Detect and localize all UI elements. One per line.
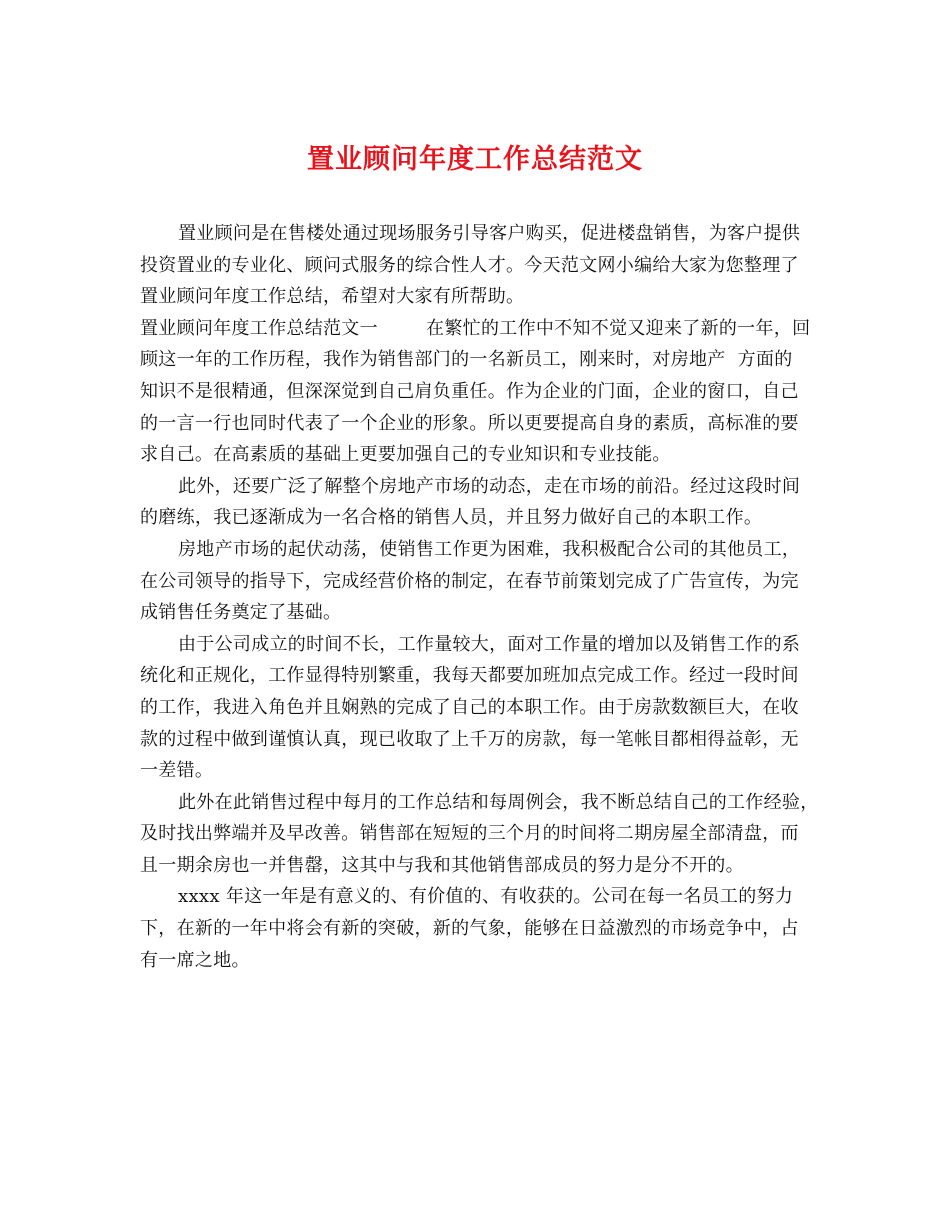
document-title: 置业顾问年度工作总结范文 xyxy=(307,144,643,175)
body-line: 由于公司成立的时间不长，工作量较大，面对工作量的增加以及销售工作的系 xyxy=(178,633,801,655)
body-line: 的工作，我进入角色并且娴熟的完成了自己的本职工作。由于房款数额巨大，在收 xyxy=(140,696,799,718)
body-line: 的一言一行也同时代表了一个企业的形象。所以更要提高自身的素质，高标准的要 xyxy=(140,412,799,434)
body-line: 知识不是很精通，但深深觉到自己肩负重任。作为企业的门面，企业的窗口，自己 xyxy=(140,380,799,402)
body-line: 一差错。 xyxy=(140,760,214,782)
body-line: 投资置业的专业化、顾问式服务的综合性人才。今天范文网小编给大家为您整理了 xyxy=(140,254,799,276)
body-line: 有一席之地。 xyxy=(140,949,250,971)
body-line: 求自己。在高素质的基础上更要加强自己的专业知识和专业技能。 xyxy=(140,444,671,466)
body-line: 成销售任务奠定了基础。 xyxy=(140,602,342,624)
body-line: 此外在此销售过程中每月的工作总结和每周例会，我不断总结自己的工作经验， xyxy=(178,791,819,813)
body-line: 及时找出弊端并及早改善。销售部在短短的三个月的时间将二期房屋全部清盘，而 xyxy=(140,823,799,845)
document-body xyxy=(140,218,819,976)
body-line: xxxx 年这一年是有意义的、有价值的、有收获的。公司在每一名员工的努力 xyxy=(178,886,794,908)
body-line: 下，在新的一年中将会有新的突破，新的气象，能够在日益激烈的市场竞争中，占 xyxy=(140,918,799,940)
body-line: 置业顾问是在售楼处通过现场服务引导客户购买，促进楼盘销售，为客户提供 xyxy=(178,223,801,244)
body-line: 且一期余房也一并售罄，这其中与我和其他销售部成员的努力是分不开的。 xyxy=(140,854,744,876)
body-line: 在公司领导的指导下，完成经营价格的制定，在春节前策划完成了广告宣传，为完 xyxy=(140,570,799,592)
body-line: 房地产市场的起伏动荡，使销售工作更为困难，我积极配合公司的其他员工， xyxy=(178,538,801,560)
body-line: 此外，还要广泛了解整个房地产市场的动态，走在市场的前沿。经过这段时间 xyxy=(178,475,801,497)
body-line: 款的过程中做到谨慎认真，现已收取了上千万的房款，每一笔帐目都相得益彰，无 xyxy=(140,728,799,750)
body-line: 顾这一年的工作历程，我作为销售部门的一名新员工，刚来时，对房地产 方面的 xyxy=(140,349,793,371)
body-line: 置业顾问年度工作总结范文一 在繁忙的工作中不知不觉又迎来了新的一年，回 xyxy=(140,317,811,339)
body-line: 置业顾问年度工作总结，希望对大家有所帮助。 xyxy=(140,286,525,308)
body-line: 统化和正规化，工作显得特别繁重，我每天都要加班加点完成工作。经过一段时间 xyxy=(140,665,799,687)
body-line: 的磨练，我已逐渐成为一名合格的销售人员，并且努力做好自己的本职工作。 xyxy=(140,507,763,529)
